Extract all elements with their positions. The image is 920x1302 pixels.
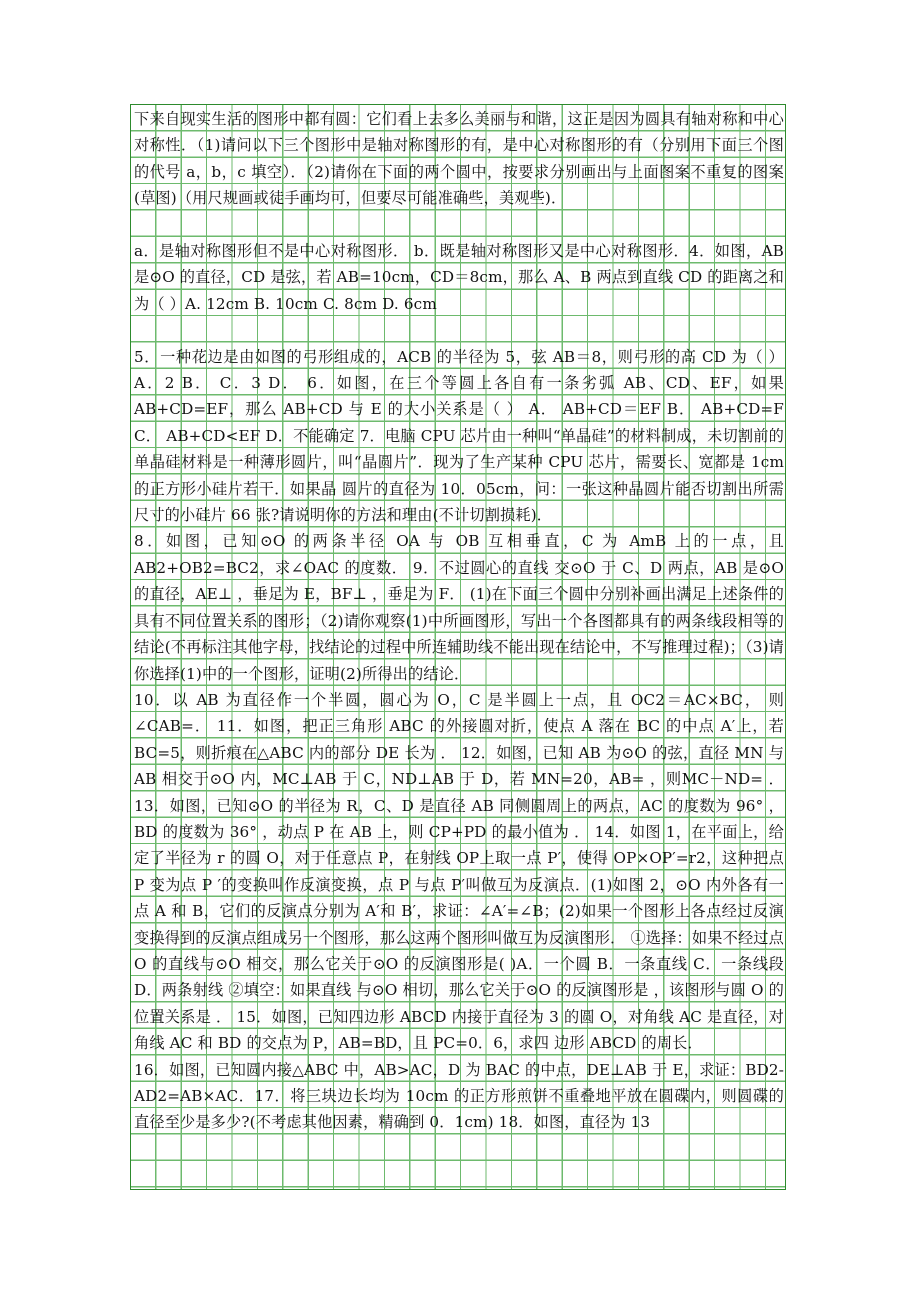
paragraph-q8-q9: 8．如图，已知⊙O 的两条半径 OA 与 OB 互相垂直，C 为 AmB 上的一点，且AB2+OB2=BC2，求∠OAC 的度数． 9．不过圆心的直线 交⊙O 于 C、D 两点，AB 是⊙O 的直径，AE⊥ ，垂足为 E，BF⊥ ，垂足为 F． (1)在下面三个圆中分别补画出满足上述条件的具有不同位置关系的图形；（2)请你观察(1)中所画图形，写出一个各图都具有的两条线段相等的结论(不再标注其他字母，找结论的过程中所连辅助线不能出现在结论中，不写推理过程)；（3)请你选择(1)中的一个图形，证明(2)所得出的结论． — [134, 532, 784, 683]
blank-line — [134, 212, 784, 238]
paragraph-q16-q18: 16．如图，已知圆内接△ABC 中，AB>AC，D 为 BAC 的中点，DE⊥AB 于 E，求证：BD2-AD2=AB×AC．17．将三块边长均为 10cm 的正方形煎饼不重叠地平放在圆碟内，则圆碟的直径至少是多少?(不考虑其他因素，精确到 0．1cm) 18．如图，直径为 13 — [134, 1060, 784, 1132]
blank-line — [134, 317, 784, 343]
paragraph-answer-q4: a．是轴对称图形但不是中心对称图形． b．既是轴对称图形又是中心对称图形．4．如图，AB 是⊙O 的直径，CD 是弦，若 AB=10cm，CD＝8cm，那么 A、B 两点到直线 CD 的距离之和为（ ）A. 12cm B. 10cm C. 8cm D. 6cm — [134, 242, 784, 313]
paragraph-q10-q15: 10．以 AB 为直径作一个半圆，圆心为 O，C 是半圆上一点，且 OC2＝AC×BC， 则∠CAB=． 11．如图，把正三角形 ABC 的外接圆对折，使点 A 落在 BC 的中点 A′上，若 BC=5，则折痕在△ABC 内的部分 DE 长为 ． 12．如图，已知 AB 为⊙O 的弦，直径 MN 与 AB 相交于⊙O 内，MC⊥AB 于 C，ND⊥AB 于 D，若 MN=20，AB= ，则MC－ND= ． 13．如图，已知⊙O 的半径为 R，C、D 是直径 AB 同侧圆周上的两点，AC 的度数为 96° ，BD 的度数为 36° ，动点 P 在 AB 上，则 CP+PD 的最小值为 ． 14．如图 1，在平面上，给定了半径为 r 的圆 O，对于任意点 P，在射线 OP上取一点 P′，使得 OP×OP′=r2，这种把点 P 变为点 P ′的变换叫作反演变换，点 P 与点 P′叫做互为反演点．(1)如图 2，⊙O 内外各有一点 A 和 B，它们的反演点分别为 A′和 B′，求证：∠A′=∠B；(2)如果一个图形上各点经过反演变换得到的反演点组成另一个图形，那么这两个图形叫做互为反演图形． ①选择：如果不经过点 O 的直线与⊙O 相交，那么它关于⊙O 的反演图形是( )A．一个圆 B．一条直线 C．一条线段 D．两条射线 ②填空：如果直线 与⊙O 相切，那么它关于⊙O 的反演图形是 ，该图形与圆 O 的位置关系是 ． 15．如图，已知四边形 ABCD 内接于直径为 3 的圆 O，对角线 AC 是直径，对角线 AC 和 BD 的交点为 P，AB=BD，且 PC=0．6，求四 边形 ABCD 的周长． — [134, 690, 784, 1053]
document-body — [134, 106, 784, 1136]
paragraph-q5-q7: 5．一种花边是由如图的弓形组成的，ACB 的半径为 5，弦 AB＝8，则弓形的高 CD 为（ ）A．2 B． C．3 D． 6．如图，在三个等圆上各自有一条劣弧 AB、CD、EF，如果 AB+CD=EF，那么 AB+CD 与 E 的大小关系是（ ） A． AB+CD＝EF B． AB+CD=F C． AB+CD<EF D．不能确定 7．电脑 CPU 芯片由一种叫“单晶硅”的材料制成，未切割前的单晶硅材料是一种薄形圆片，叫“晶圆片”．现为了生产某种 CPU 芯片，需要长、宽都是 1cm 的正方形小硅片若干．如果晶 圆片的直径为 10．05cm，问：一张这种晶圆片能否切割出所需尺寸的小硅片 66 张?请说明你的方法和理由(不计切割损耗)． — [134, 347, 784, 525]
grid-paper — [130, 104, 786, 1190]
paragraph-intro: 下来自现实生活的图形中都有圆：它们看上去多么美丽与和谐，这正是因为圆具有轴对称和中心对称性．（1)请问以下三个图形中是轴对称图形的有，是中心对称图形的有（分别用下面三个图的代号 a，b，c 填空）．（2)请你在下面的两个圆中，按要求分别画出与上面图案不重复的图案(草图)（用尺规画或徒手画均可，但要尽可能准确些，美观些)． — [134, 110, 784, 208]
